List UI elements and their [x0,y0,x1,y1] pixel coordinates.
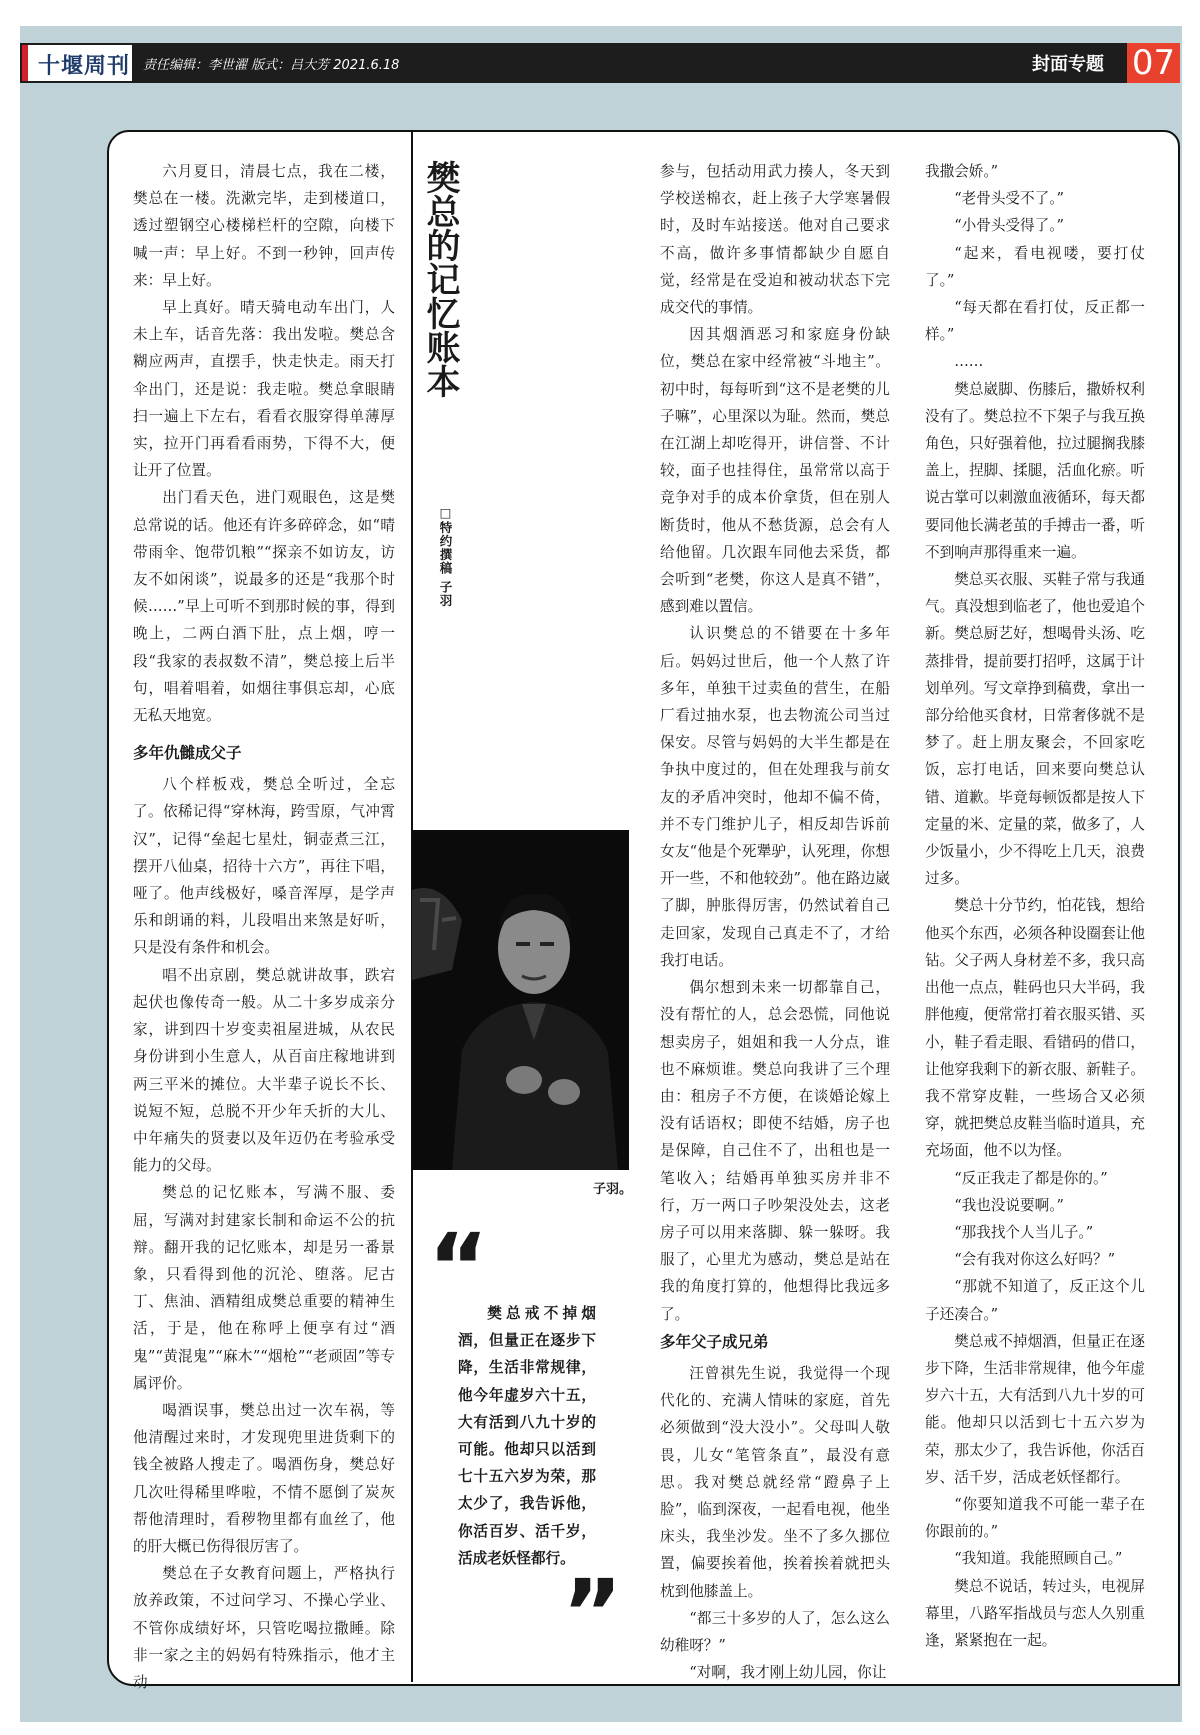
author-photo [412,830,629,1170]
paragraph: 偶尔想到未来一切都靠自己，没有帮忙的人，总会恐慌，同他说想卖房子，姐姐和我一人分点，谁也不麻烦谁。樊总向我讲了三个理由：租房子不方便，在谈婚论嫁上没有话语权；即使不结婚，房子也是保障，自己住不了，出租也是一笔收入；结婚再单独买房并非不行，万一两口子吵架没处去，这老房子可以用来落脚、躲一躲呀。我服了，心里尤为感动，樊总是站在我的角度打算的，他想得比我远多了。 [660,979,890,1323]
editor-info: 责任编辑：李世濯 版式：吕大芳 2021.6.18 [143,58,400,73]
paragraph: …… [954,353,984,371]
paragraph: 樊总不说话，转过头，电视屏幕里，八路军指战员与恋人久别重逢，紧紧抱在一起。 [925,1577,1145,1649]
section-heading: 多年父子成兄弟 [660,1333,769,1351]
paragraph: 汪曾祺先生说，我觉得一个现代化的、充满人情味的家庭，首先必须做到“没大没小”。父母叫人敬畏，儿女“笔管条直”，最没有意思。我对樊总就经常“蹬鼻子上脸”，临到深夜，一起看电视，他坐床头，我坐沙发。坐不了多久挪位置，偏要挨着他，挨着挨着就把头枕到他膝盖上。 [660,1365,890,1600]
article-headline: 樊总的记忆账本 [420,160,460,398]
paragraph: 樊总崴脚、伤膝后，撒娇权利没有了。樊总拉不下架子与我互换角色，只好强着他，拉过腿搁我膝盖上，捏脚、揉腿，活血化瘀。听说古掌可以刺激血液循环，每天都要同他长满老茧的手搏击一番，听不到响声那得重来一遍。 [925,380,1145,561]
paragraph: 我撒会娇。” [925,163,999,180]
paragraph: “你要知道我不可能一辈子在你跟前的。” [925,1495,1145,1541]
paragraph: 樊总戒不掉烟酒，但量正在逐步下降，生活非常规律，他今年虚岁六十五，大有活到八九十岁的可能。他却只以活到七十五六岁为荣，那太少了，我告诉他，你活百岁、活千岁，活成老妖怪都行。 [925,1332,1145,1486]
paragraph: 喝酒误事，樊总出过一次车祸，等他清醒过来时，才发现兜里进货剩下的钱全被路人搜走了。喝酒伤身，樊总好几次吐得稀里哗啦，不情不愿倒了炭灰帮他清理时，看秽物里都有血丝了，他的肝大概已伤得很厉害了。 [133,1401,395,1555]
paragraph: “每天都在看打仗，反正都一样。” [925,299,1145,344]
paragraph: “老骨头受不了。” [954,190,1064,208]
paragraph: “小骨头受得了。” [954,217,1064,235]
paragraph: “起来，看电视喽，要打仗了。” [925,244,1145,289]
paragraph: 樊总十分节约，怕花钱，想给他买个东西，必须各种设圈套让他钻。父子两人身材差不多，我只高出他一点点，鞋码也只大半码，我胖他瘦，便常常打着衣服买错、买小，鞋子看走眼、看错码的借口，让他穿我剩下的新衣服、新鞋子。我不常穿皮鞋，一些场合又必须穿，就把樊总皮鞋当临时道具，充充场面，他不以为怪。 [925,897,1145,1160]
paragraph: 因其烟酒恶习和家庭身份缺位，樊总在家中经常被“斗地主”。初中时，每每听到“这不是老樊的儿子嘛”，心里深以为耻。然而，樊总在江湖上却吃得开，讲信誉、不计较，面子也挂得住，虽常常以高于竞争对手的成本价拿货，但在别人断货时，他从不愁货源，总会有人给他留。几次跟车同他去采货，都会听到“老樊，你这人是真不错”，感到难以置信。 [660,326,890,616]
paragraph: “那我找个人当儿子。” [954,1223,1094,1241]
close-quote-icon: ” [562,1560,623,1667]
paragraph: 出门看天色，进门观眼色，这是樊总常说的话。他还有许多碎碎念，如“晴带雨伞、饱带饥粮”“探亲不如访友，访友不如闲谈”，说最多的还是“我那个时候……”早上可听不到那时候的事，得到晚上，二两白酒下肚，点上烟，哼一段“我家的表叔数不清”，樊总接上后半句，唱着唱着，如烟往事俱忘却，心底无私天地宽。 [133,489,395,725]
paragraph: 早上真好。晴天骑电动车出门，人未上车，话音先落：我出发啦。樊总含糊应两声，直摆手，快走快走。雨天打伞出门，还是说：我走啦。樊总拿眼睛扫一遍上下左右，看看衣服穿得单薄厚实，拉开门再看看雨势，下得不大，便让开了位置。 [133,299,395,480]
paragraph: 认识樊总的不错要在十多年后。妈妈过世后，他一个人熬了许多年，单独干过卖鱼的营生，在船厂看过抽水泵，也去物流公司当过保安。尽管与妈妈的大半生都是在争执中度过的，但在处理我与前女友的矛盾冲突时，他却不偏不倚，并不专门维护儿子，相反却告诉前女友“他是个死犟驴，认死理，你想开一些，不和他较劲”。他在路边崴了脚，肿胀得厉害，仍然试着自己走回家，发现自己真走不了，才给我打电话。 [660,625,890,969]
paragraph: 樊总的记忆账本，写满不服、委屈，写满对封建家长制和命运不公的抗辩。翻开我的记忆账本，却是另一番景象，只看得到他的沉沦、堕落。尼古丁、焦油、酒精组成樊总重要的精神生活，于是，他在称呼上便享有过“酒鬼”“黄混鬼”“麻木”“烟枪”“老顽固”等专属评价。 [133,1184,395,1392]
article-column-3-lower [660,1328,890,1686]
pull-quote [458,1300,596,1572]
paragraph: “会有我对你这么好吗？” [954,1251,1116,1269]
page-number: 07 [1127,43,1180,83]
paragraph: 樊总买衣服、买鞋子常与我通气。真没想到临老了，他也爱追个新。樊总厨艺好，想喝骨头汤、吃蒸排骨，提前要打招呼，这属于计划单列。写文章挣到稿费，拿出一部分给他买食材，日常奢侈就不是梦了。赶上朋友聚会，不回家吃饭，忘打电话，回来要向樊总认错、道歉。毕竟每顿饭都是按人下定量的米、定量的菜，做多了，人少饭量小，少不得吃上几天，浪费过多。 [925,571,1145,888]
article-column-4 [925,158,1145,1654]
section-title: 封面专题 [1032,54,1104,75]
paragraph: “反正我走了都是你的。” [954,1169,1108,1187]
article-column-3 [660,158,890,1328]
pull-quote-text: 樊总戒不掉烟酒，但量正在逐步下降，生活非常规律，他今年虚岁六十五，大有活到八九十岁的可能。他却只以活到七十五六岁为荣，那太少了，我告诉他，你活百岁、活千岁，活成老妖怪都行。 [458,1305,596,1567]
open-quote-icon: “ [428,1214,489,1321]
paragraph: 唱不出京剧，樊总就讲故事，跌宕起伏也像传奇一般。从二十多岁成亲分家，讲到四十岁变卖祖屋进城，从农民身份讲到小生意人，从百亩庄稼地讲到两三平米的摊位。大半辈子说长不长、说短不短，总脱不开少年夭折的大儿、中年痛失的贤妻以及年迈仍在考验承受能力的父母。 [133,966,395,1175]
paragraph: “我知道。我能照顾自己。” [954,1550,1123,1568]
paragraph: 樊总在子女教育问题上，严格执行放养政策，不过问学习、不操心学业、不管你成绩好坏，只管吃喝拉撒睡。除非一家之主的妈妈有特殊指示，他才主动 [133,1565,395,1691]
masthead-title: 十堰周刊 [38,53,131,79]
paragraph: “对啊，我才刚上幼儿园，你让 [689,1664,887,1682]
paragraph: “那就不知道了，反正这个儿子还凑合。” [925,1278,1145,1323]
article-byline: □特约撰稿 子羽 [438,505,453,608]
photo-caption: 子羽。 [593,1182,633,1197]
paragraph: “我也没说要啊。” [954,1196,1064,1214]
author-photo-graphic [412,830,629,1170]
article-column-1 [133,158,395,1696]
section-heading: 多年仇雠成父子 [133,744,242,763]
paragraph: “都三十多岁的人了，怎么这么幼稚呀？” [660,1609,890,1655]
paragraph: 参与，包括动用武力揍人，冬天到学校送棉衣，赶上孩子大学寒暑假时，及时车站接送。他对自己要求不高，做许多事情都缺少自愿自觉，经常是在受迫和被动状态下完成交代的事情。 [660,163,890,317]
masthead-logo [22,45,132,81]
paragraph: 八个样板戏，樊总全听过，全忘了。依稀记得“穿林海，跨雪原，气冲霄汉”，记得“垒起七星灶，铜壶煮三江，摆开八仙桌，招待十六方”，再往下唱，哑了。他声线极好，嗓音浑厚，是学声乐和朗诵的料，儿段唱出来煞是好听，只是没有条件和机会。 [133,776,395,957]
paragraph: 六月夏日，清晨七点，我在二楼，樊总在一楼。洗漱完毕，走到楼道口，透过塑钢空心楼梯栏杆的空隙，向楼下喊一声：早上好。不到一秒钟，回声传来：早上好。 [133,163,395,289]
